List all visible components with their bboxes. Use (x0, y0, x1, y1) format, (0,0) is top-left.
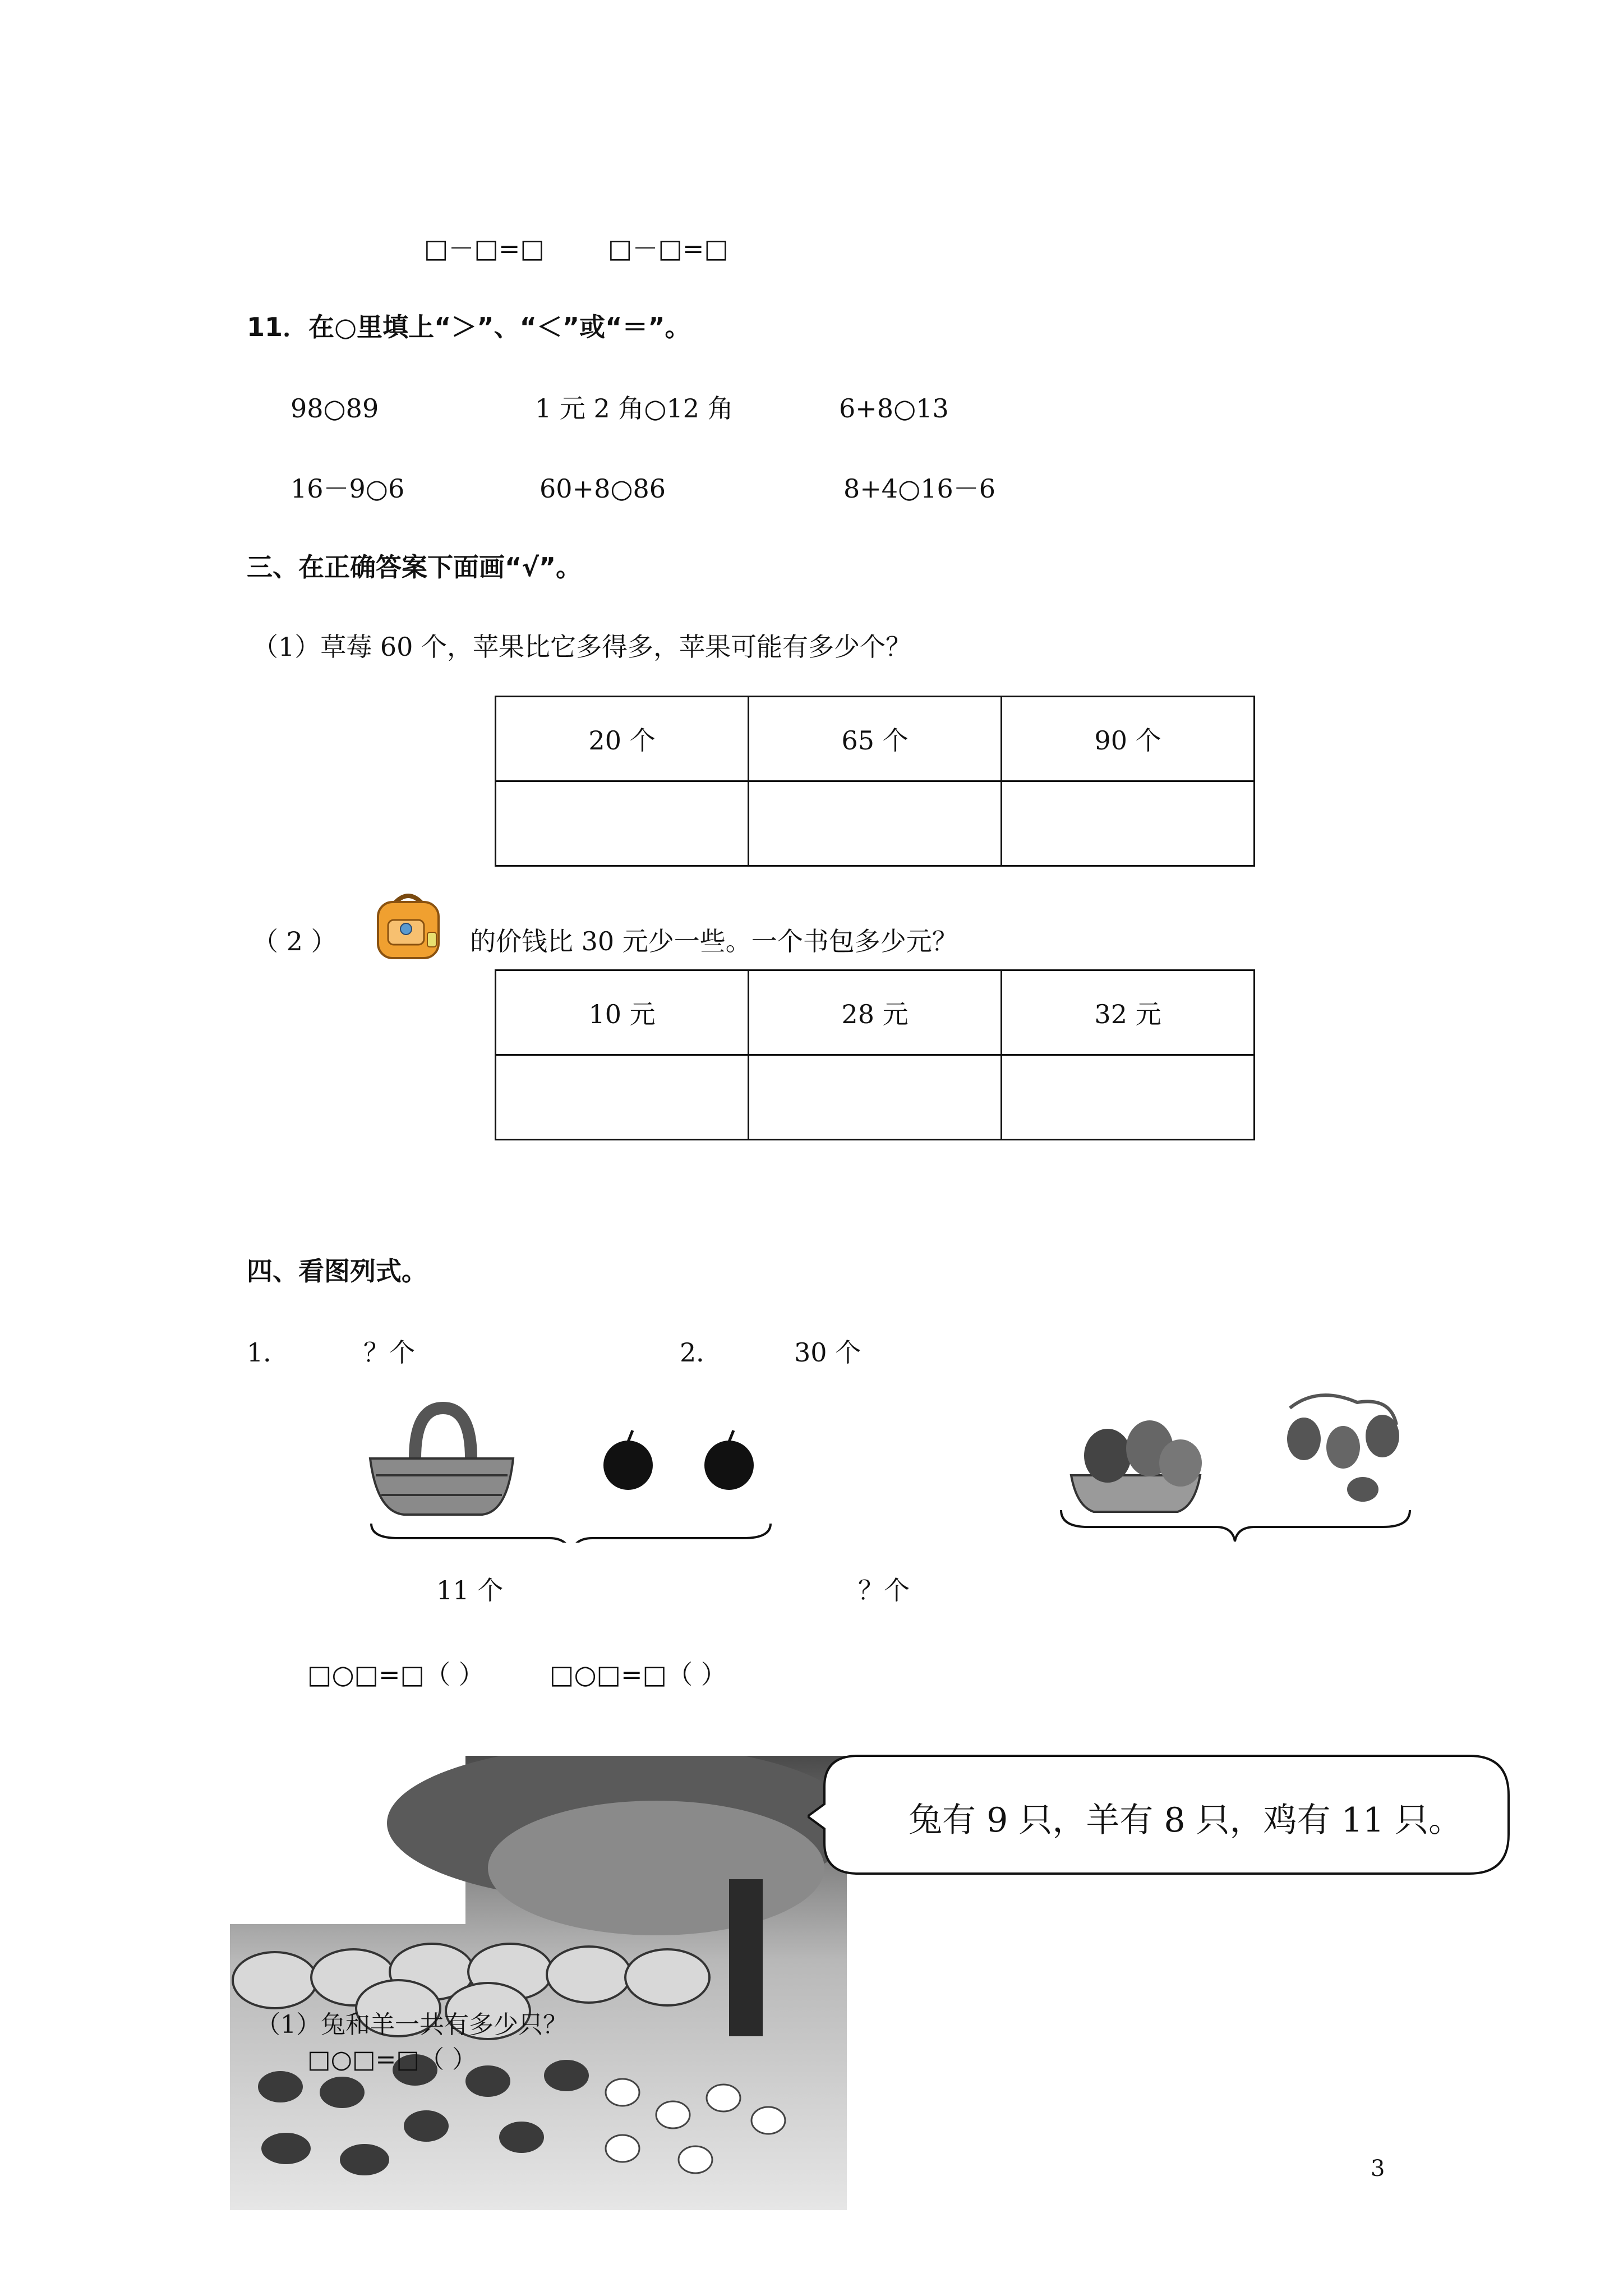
option-cell: 32 元 (1002, 970, 1255, 1055)
q11-title: 11．在○里填上“＞”、“＜”或“＝”。 (247, 312, 691, 342)
top-equation-2: □－□=□ (608, 233, 728, 264)
section3-title: 三、在正确答案下面画“√”。 (247, 552, 582, 582)
q11-item-6: 8+4○16－6 (843, 473, 996, 504)
answer-cell[interactable] (1002, 781, 1255, 866)
speech-bubble-text: 兔有 9 只，羊有 8 只，鸡有 11 只。 (909, 1801, 1463, 1840)
q11-item-1: 98○89 (291, 393, 379, 424)
section3-q2-prefix: （ 2 ） (252, 926, 337, 956)
answer-cell[interactable] (749, 781, 1002, 866)
option-cell: 20 个 (496, 697, 749, 781)
q11-item-3: 6+8○13 (839, 393, 949, 424)
p3-equation[interactable]: □○□=□（ ） (307, 2045, 477, 2074)
p1-top-label: ？个 (363, 1337, 415, 1368)
answer-table-1 (495, 696, 1255, 867)
p2-bottom-label: ？个 (858, 1575, 910, 1605)
answer-cell[interactable] (496, 1055, 749, 1140)
p2-number: 2． (680, 1337, 722, 1368)
p1-number: 1． (247, 1337, 289, 1368)
p1-bottom-label: 11 个 (436, 1575, 504, 1605)
top-equation-1: □－□=□ (424, 233, 545, 264)
option-cell: 90 个 (1002, 697, 1255, 781)
option-cell: 28 元 (749, 970, 1002, 1055)
answer-table-2 (495, 969, 1255, 1140)
p3-question: （1）兔和羊一共有多少只？ (256, 2010, 568, 2039)
page-number: 3 (1371, 2156, 1385, 2182)
section3-q2-text: 的价钱比 30 元少一些。一个书包多少元？ (470, 926, 958, 956)
answer-cell[interactable] (749, 1055, 1002, 1140)
basket-apples-picture (365, 1391, 780, 1543)
p2-top-label: 30 个 (794, 1337, 861, 1368)
backpack-icon (371, 887, 445, 960)
q11-item-2: 1 元 2 角○12 角 (535, 393, 734, 424)
equation-blank-2[interactable]: □○□=□（ ） (550, 1659, 727, 1690)
farm-animals-picture (230, 1756, 847, 2210)
section3-q1-text: （1）草莓 60 个，苹果比它多得多，苹果可能有多少个？ (252, 632, 912, 662)
option-cell: 10 元 (496, 970, 749, 1055)
answer-cell[interactable] (1002, 1055, 1255, 1140)
answer-cell[interactable] (496, 781, 749, 866)
q11-item-4: 16－9○6 (291, 473, 405, 504)
equation-blank-1[interactable]: □○□=□（ ） (307, 1659, 485, 1690)
section4-title: 四、看图列式。 (247, 1256, 427, 1286)
q11-item-5: 60+8○86 (540, 473, 666, 504)
option-cell: 65 个 (749, 697, 1002, 781)
strawberry-picture (1054, 1386, 1413, 1571)
